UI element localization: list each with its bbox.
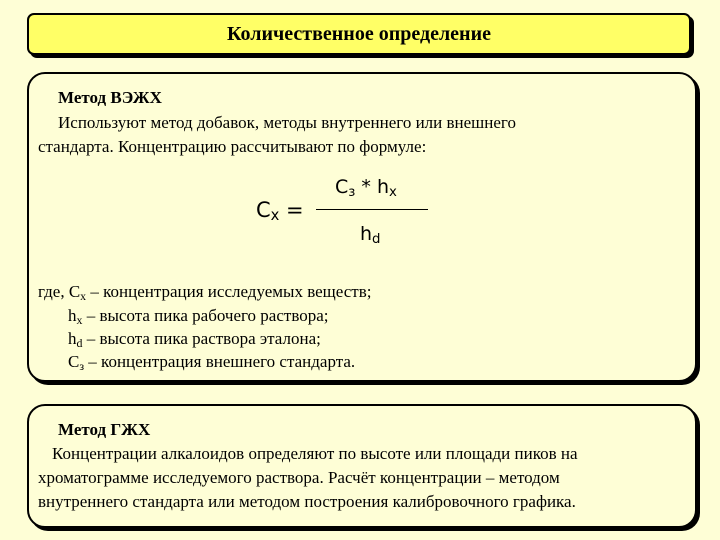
legend-cz: $C_з$ – концентрация внешнего стандарта. <box>68 352 356 373</box>
hplc-line-2: стандарта. Концентрацию рассчитывают по формуле: <box>38 137 427 156</box>
hplc-line-1: Используют метод добавок, методы внутреннего или внешнего <box>58 113 516 132</box>
fraction-line <box>316 209 428 210</box>
formula-lhs: $C_x$ = <box>256 198 304 224</box>
formula-denominator: $h_d$ <box>360 223 381 247</box>
legend-hx: $h_x$ – высота пика рабочего раствора; <box>68 306 329 327</box>
legend-cx: где, $C_x$ – концентрация исследуемых веществ; <box>38 282 372 303</box>
page-title: Количественное определение <box>227 22 491 45</box>
hplc-heading: Метод ВЭЖХ <box>58 88 162 107</box>
title-bar <box>27 13 691 55</box>
gc-heading: Метод ГЖХ <box>58 420 151 439</box>
gc-line-2: хроматограмме исследуемого раствора. Расчёт концентрации – методом <box>38 468 560 487</box>
formula-numerator: $C_з * h_x$ <box>335 176 397 200</box>
gc-line-3: внутреннего стандарта или методом построения калибровочного графика. <box>38 492 576 511</box>
legend-hd: $h_d$ – высота пика раствора эталона; <box>68 329 321 350</box>
gc-line-1: Концентрации алкалоидов определяют по высоте или площади пиков на <box>52 444 578 463</box>
